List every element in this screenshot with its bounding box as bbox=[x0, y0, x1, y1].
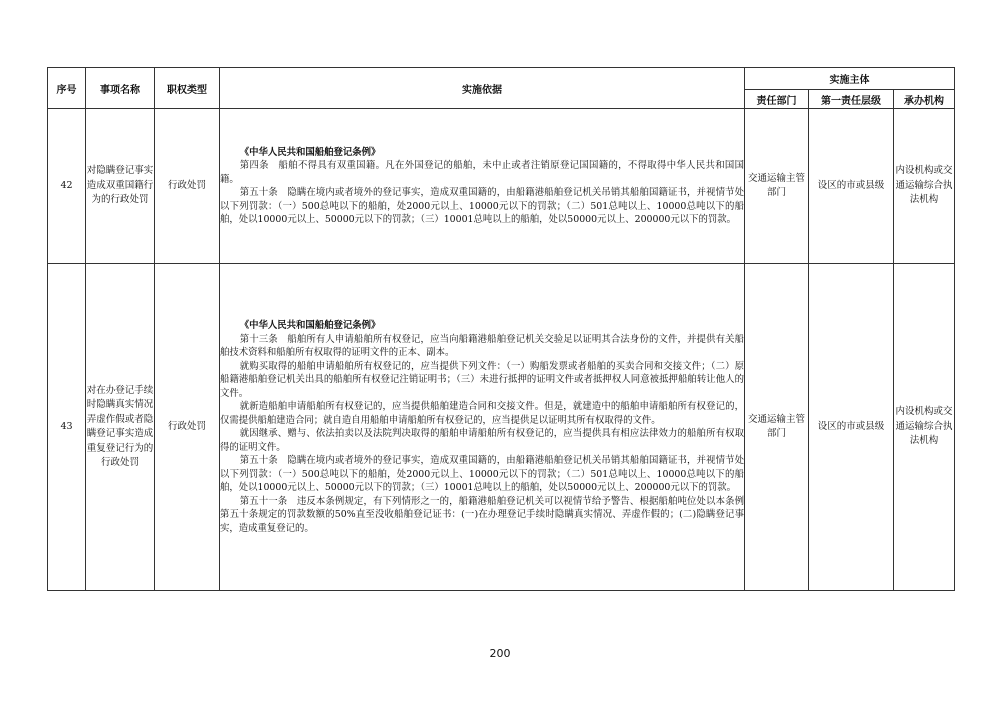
row-basis bbox=[220, 109, 745, 264]
row-item-name: 对在办登记手续时隐瞒真实情况弄虚作假或者隐瞒登记事实造成重复登记行为的行政处罚 bbox=[86, 264, 155, 591]
header-basis: 实施依据 bbox=[220, 68, 745, 109]
row-agency: 内设机构或交通运输综合执法机构 bbox=[894, 264, 955, 591]
basis-paragraph: 就购买取得的船舶申请船舶所有权登记的，应当提供下列文件：（一）购船发票或者船舶的买卖合同和交接文件；（二）原船籍港船舶登记机关出具的船舶所有权登记注销证明书；（三）未进行抵押的证明文件或者抵押权人同意被抵押船舶转让他人的文件。 bbox=[220, 360, 744, 399]
row-power-type: 行政处罚 bbox=[155, 109, 220, 264]
row-seq: 42 bbox=[48, 109, 86, 264]
row-level: 设区的市或县级 bbox=[809, 109, 894, 264]
header-dept: 责任部门 bbox=[745, 90, 809, 109]
row-dept: 交通运输主管部门 bbox=[745, 264, 809, 591]
basis-paragraph: 第五十条 隐瞒在境内或者境外的登记事实，造成双重国籍的，由船籍港船舶登记机关吊销其船舶国籍证书，并视情节处以下列罚款：（一）500总吨以下的船舶，处2000元以上、10000元以下的罚款；（二）501总吨以上、10000总吨以下的船舶，处以10000元以上、50000元以下的罚款；（三）10001总吨以上的船舶，处以50000元以上、200000元以下的罚款。 bbox=[220, 187, 744, 225]
row-dept: 交通运输主管部门 bbox=[745, 109, 809, 264]
basis-paragraph: 第五十条 隐瞒在境内或者境外的登记事实，造成双重国籍的，由船籍港船舶登记机关吊销其船舶国籍证书，并视情节处以下列罚款：（一）500总吨以下的船舶，处2000元以上、10000元以下的罚款；（二）501总吨以上、10000总吨以下的船舶，处以10000元以上、50000元以下的罚款；（三）10001总吨以上的船舶，处以50000元以上、200000元以下的罚款。 bbox=[220, 455, 744, 493]
header-subject: 实施主体 bbox=[745, 68, 955, 90]
basis-paragraph: 就新造船舶申请船舶所有权登记的，应当提供船舶建造合同和交接文件。但是，就建造中的船舶申请船舶所有权登记的，仅需提供船舶建造合同；就自造自用船舶申请船舶所有权登记的，应当提供足以证明其所有权取得的文件。 bbox=[220, 401, 744, 426]
header-level: 第一责任层级 bbox=[809, 90, 894, 109]
header-power-type: 职权类型 bbox=[155, 68, 220, 109]
enforcement-table bbox=[47, 67, 955, 591]
table-row bbox=[48, 109, 955, 264]
law-title: 《中华人民共和国船舶登记条例》 bbox=[239, 320, 381, 331]
header-seq: 序号 bbox=[48, 68, 86, 109]
row-seq: 43 bbox=[48, 264, 86, 591]
row-level: 设区的市或县级 bbox=[809, 264, 894, 591]
table-row bbox=[48, 264, 955, 591]
basis-paragraph: 就因继承、赠与、依法拍卖以及法院判决取得的船舶申请船舶所有权登记的，应当提供具有相应法律效力的船舶所有权取得的证明文件。 bbox=[220, 428, 744, 453]
row-agency: 内设机构或交通运输综合执法机构 bbox=[894, 109, 955, 264]
basis-paragraph: 第十三条 船舶所有人申请船舶所有权登记，应当向船籍港船舶登记机关交验足以证明其合法身份的文件，并提供有关船舶技术资料和船舶所有权取得的证明文件的正本、副本。 bbox=[220, 333, 744, 358]
law-title: 《中华人民共和国船舶登记条例》 bbox=[239, 146, 381, 158]
row-item-name: 对隐瞒登记事实造成双重国籍行为的行政处罚 bbox=[86, 109, 155, 264]
basis-paragraph: 第五十一条 违反本条例规定，有下列情形之一的，船籍港船舶登记机关可以视情节给予警告、根据船舶吨位处以本条例第五十条规定的罚款数额的50%直至没收船舶登记证书：(一)在办理登记手续时隐瞒真实情况、弄虚作假的；(二)隐瞒登记事实，造成重复登记的。 bbox=[220, 495, 744, 534]
header-agency: 承办机构 bbox=[894, 90, 955, 109]
header-item-name: 事项名称 bbox=[86, 68, 155, 109]
page-number: 200 bbox=[489, 647, 511, 660]
row-power-type: 行政处罚 bbox=[155, 264, 220, 591]
row-basis bbox=[220, 264, 745, 591]
basis-paragraph: 第四条 船舶不得具有双重国籍。凡在外国登记的船舶，未中止或者注销原登记国国籍的，不得取得中华人民共和国国籍。 bbox=[220, 160, 744, 185]
